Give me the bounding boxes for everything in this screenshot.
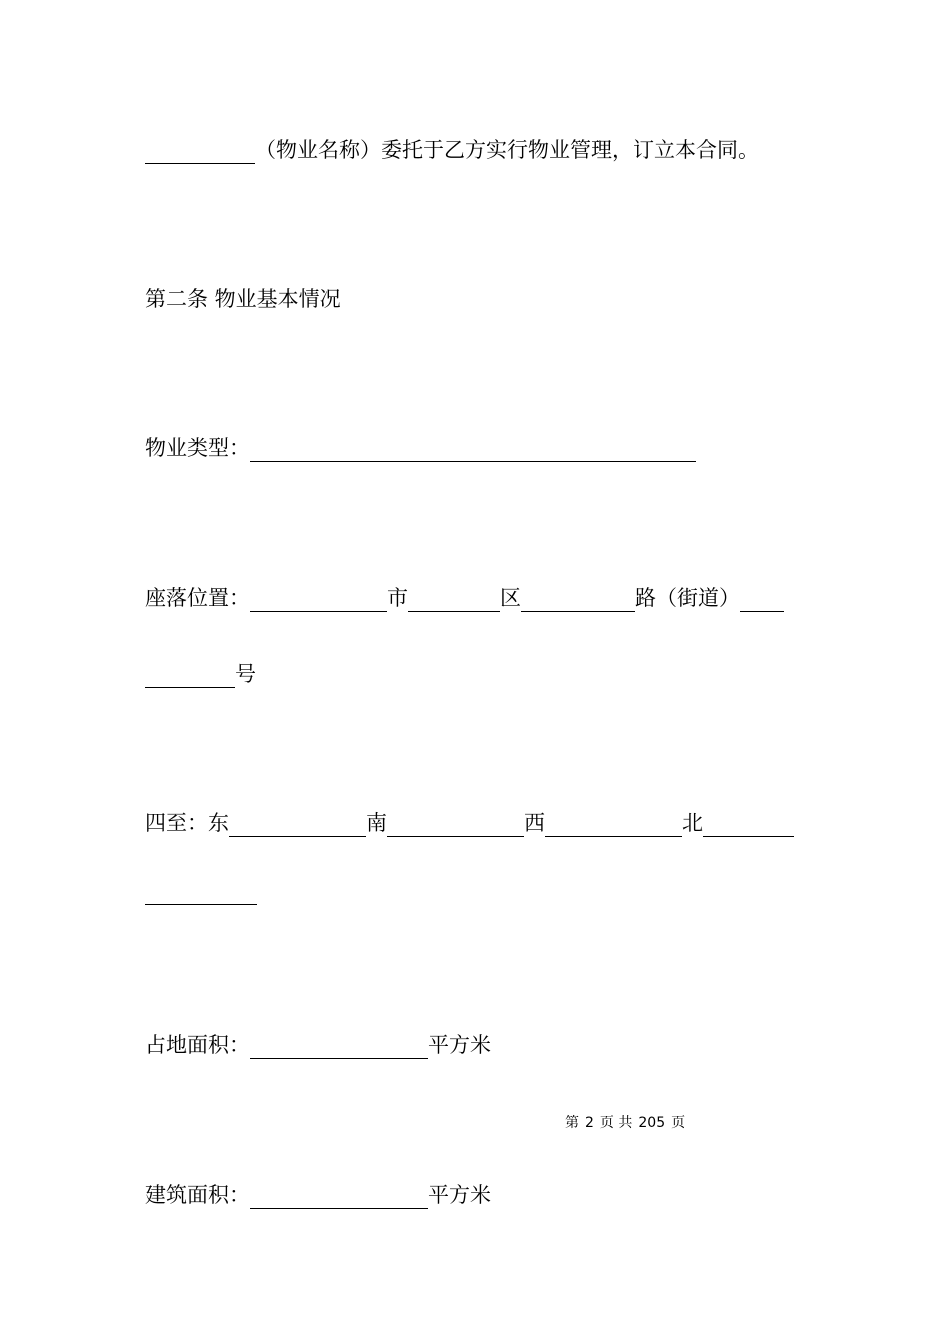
south-blank[interactable] <box>387 816 524 837</box>
city-text: 市 <box>387 586 408 610</box>
building-area-unit: 平方米 <box>428 1183 491 1207</box>
building-area-blank[interactable] <box>250 1188 428 1209</box>
number-text: 号 <box>235 662 256 686</box>
property-type-line <box>145 434 696 462</box>
footer-prefix: 第 <box>565 1115 579 1131</box>
footer-page-number: 2 <box>585 1115 594 1131</box>
road-blank[interactable] <box>521 591 635 612</box>
boundaries-line <box>145 809 794 837</box>
number-blank-part1[interactable] <box>740 591 784 612</box>
land-area-label: 占地面积： <box>145 1033 250 1057</box>
boundaries-line-continued <box>145 884 257 905</box>
city-blank[interactable] <box>250 591 387 612</box>
building-area-line <box>145 1181 491 1209</box>
building-area-label: 建筑面积： <box>145 1183 250 1207</box>
land-area-line <box>145 1031 491 1059</box>
page-footer <box>565 1113 685 1133</box>
property-type-blank[interactable] <box>250 441 696 462</box>
district-text: 区 <box>500 586 521 610</box>
intro-line <box>145 136 759 164</box>
land-area-blank[interactable] <box>250 1038 428 1059</box>
location-line <box>145 584 784 612</box>
north-blank-part1[interactable] <box>703 816 794 837</box>
north-blank-part2[interactable] <box>145 884 257 905</box>
location-label: 座落位置： <box>145 586 250 610</box>
east-blank[interactable] <box>229 816 366 837</box>
footer-mid: 页 共 <box>599 1115 633 1131</box>
south-text: 南 <box>366 811 387 835</box>
north-text: 北 <box>682 811 703 835</box>
west-blank[interactable] <box>545 816 682 837</box>
property-name-blank[interactable] <box>145 143 255 164</box>
article-2-heading: 第二条 物业基本情况 <box>145 287 341 311</box>
boundaries-label: 四至：东 <box>145 811 229 835</box>
footer-suffix: 页 <box>671 1115 686 1131</box>
west-text: 西 <box>524 811 545 835</box>
footer-total-pages: 205 <box>638 1115 666 1131</box>
location-line-continued <box>145 660 256 688</box>
district-blank[interactable] <box>408 591 500 612</box>
land-area-unit: 平方米 <box>428 1033 491 1057</box>
intro-text: （物业名称）委托于乙方实行物业管理，订立本合同。 <box>255 138 759 162</box>
number-blank-part2[interactable] <box>145 667 235 688</box>
property-type-label: 物业类型： <box>145 436 250 460</box>
road-text: 路（街道） <box>635 586 740 610</box>
